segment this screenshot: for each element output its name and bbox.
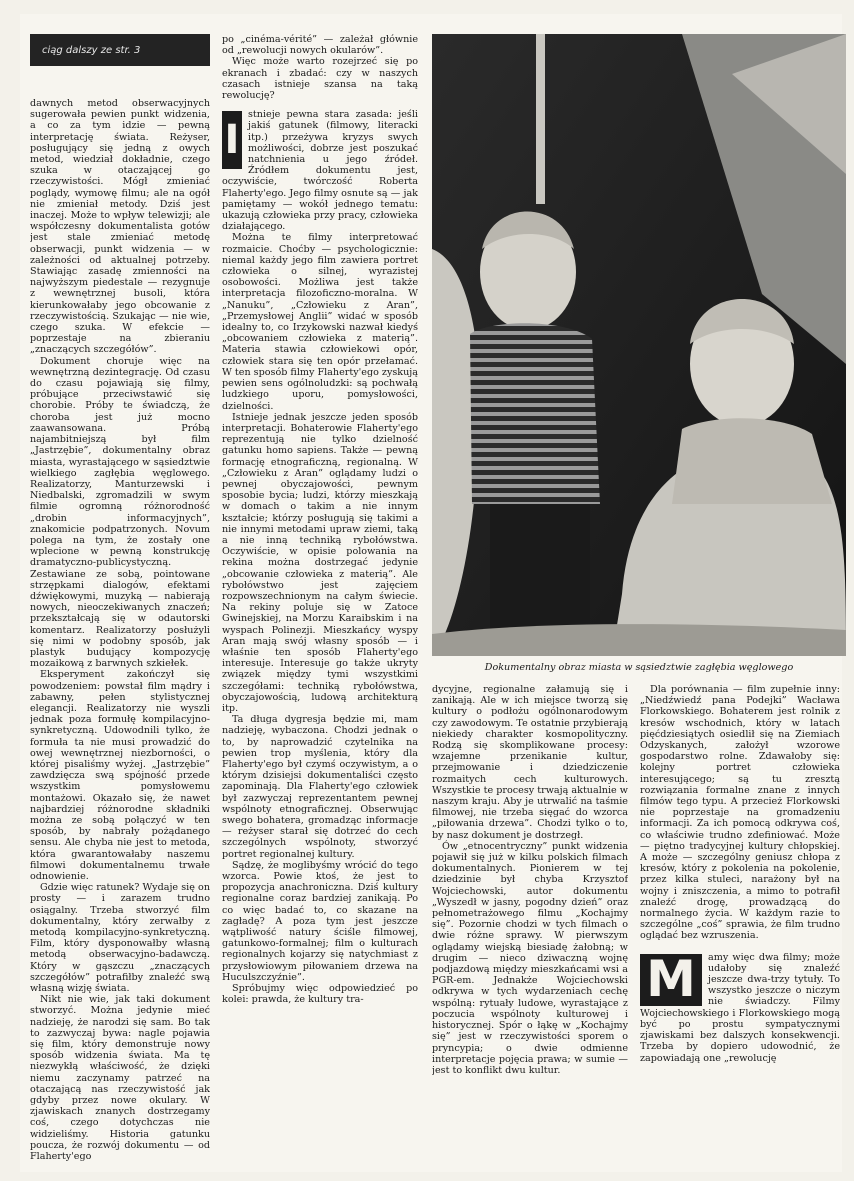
dropcap-paragraph — [640, 952, 840, 1064]
paragraph: Ta długa dygresja będzie mi, mam nadzieję, wybaczona. Chodzi jednak o to, by naprowadzić czytelnika na pewien trop myślenia, który dla Flaherty'ego był czymś oczywistym, a o którym dzisiejsi dokumentaliści często zapominają. Dla Flaherty'ego człowiek był zazwyczaj reprezentantem pewnej wspólnoty etnograficznej. Obserwując swego bohatera, gromadząc informacje — reżyser starał się dotrzeć do cech szczególnych wspólnoty, stworzyć portret regionalnej kultury. — [222, 714, 418, 860]
article-column-4 — [640, 684, 840, 1164]
paragraph: Można te filmy interpretować rozmaicie. Choćby — psychologicznie: niemal każdy jego film zawiera portret człowieka o silnej, wyrazistej osobowości. Możliwa jest także interpretacja filozoficzno-moralna. W „Nanuku”, „Człowieku z Aran”, „Przemysłowej Anglii” widać w sposób idealny to, co Irzykowski nazwał kiedyś „obcowaniem człowieka z materią”. Materia stawia człowiekowi opór, człowiek stara się ten opór przełamać. W ten sposób filmy Flaherty'ego zyskują pewien sens ogólnoludzki: są pochwałą ludzkiego uporu, pomysłowości, dzielności. — [222, 232, 418, 412]
article-column-1 — [30, 98, 210, 1164]
paragraph: Ów „etnocentryczny” punkt widzenia pojawił się już w kilku polskich filmach dokumentalnych. Pionierem w tej dziedzinie był chyba Krzysztof Wojciechowski, autor dokumentu „Wyszedł w jasny, pogodny dzień” oraz pełnometrażowego filmu „Kochajmy się”. Pozornie chodzi w tych filmach o dwie różne sprawy. W pierwszym oglądamy wiejską biesiadę żałobną; w drugim — nieco dziwaczną wojnę podjazdową między mieszkańcami wsi a PGR-em. Jednakże Wojciechowski odkrywa w tych wydarzeniach cechę wspólną: rytuały ludowe, wyrastające z poczucia wspólnoty kulturowej i historycznej. Spór o łąkę w „Kochajmy się” jest w rzeczywistości sporem o pryncypia; o dwie odmienne interpretacje pojęcia prawa; w sumie — jest to konflikt dwu kultur. — [432, 840, 628, 1076]
paragraph: dycyjne, regionalne załamują się i zanikają. Ale w ich miejsce tworzą się kultury o podłożu ogólnonarodowym czy zawodowym. Te ostatnie przybierają niekiedy charakter kosmopolityczny. Rodzą się skomplikowane procesy: wzajemne przenikanie kultur, przejmowanie i dziedziczenie rozmaitych cech kulturowych. Wszystkie te procesy trwają aktualnie w naszym kraju. Aby je utrwalić na taśmie filmowej, nie trzeba sięgać do wzorca „piłowania drzewa”. Chodzi tylko o to, by nasz dokument je dostrzegł. — [432, 684, 628, 841]
paragraph: Dokument choruje więc na wewnętrzną dezintegrację. Od czasu do czasu pojawiają się filmy, próbujące przeciwstawić się chorobie. Próby te świadczą, że choroba jest już mocno zaawansowana. Próbą najambitniejszą był film „Jastrzębie”, dokumentalny obraz miasta, wyrastającego w sąsiedztwie wielkiego zagłębia węglowego. Realizatorzy, Manturzewski i Niedbalski, zgromadzili w swym filmie ogromną różnorodność „drobin informacyjnych”, znakomicie podpatrzonych. Novum polega na tym, że zostały one wplecione w pewną konstrukcję dramatyczno-publicystyczną. Zestawiane ze sobą, pointowane strzępkami dialogów, efektami dźwiękowymi, muzyką — nabierają nowych, nieoczekiwanych znaczeń; przekształcają się w odautorski komentarz. Realizatorzy posłużyli się nimi w podobny sposób, jak plastyk budujący kompozycję mozaikową z barwnych szkiełek. — [30, 355, 210, 670]
paragraph: Dla porównania — film zupełnie inny: „Niedźwiedź pana Podejki” Wacława Florkowskiego. Bohaterem jest rolnik z kresów wschodnich, który w latach pięćdziesiątych osiedlił się na Ziemiach Odzyskanych, założył wzorowe gospodarstwo rolne. Zdawałoby się: kolejny portret człowieka interesującego; są tu zresztą rozwiązania formalne znane z innych filmów tego typu. A przecież Florkowski nie poprzestaje na gromadzeniu informacji. Za ich pomocą odkrywa coś, co właściwie trudno zdefiniować. Może — piętno tradycyjnej kultury chłopskiej. A może — szczególny geniusz chłopa z kresów, który z pokolenia na pokolenie, przez kilka stuleci, narażony był na wojny i zniszczenia, a mimo to potrafił znaleźć drogę, prowadzącą do normalnego życia. W każdym razie to szczególne „coś” sprawia, że film trudno oglądać bez wzruszenia. — [640, 684, 840, 942]
paragraph: Gdzie więc ratunek? Wydaje się on prosty — i zarazem trudno osiągalny. Trzeba stworzyć film dokumentalny, który zerwałby z metodą kompilacyjno-synkretyczną. Film, który dysponowałby własną metodą obserwacyjno-badawczą. Który w gąszczu „znaczących szczegółów” potrafiłby znaleźć swą własną wizję świata. — [30, 882, 210, 995]
photo-caption: Dokumentalny obraz miasta w sąsiedztwie zagłębia węglowego — [484, 662, 794, 673]
dropcap-text: stnieje pewna stara zasada: jeśli jakiś gatunek (filmowy, literacki itp.) przeżywa kryzys swych możliwości, dobrze jest poszukać natchnienia u jego źródeł. Źródłem dokumentu jest, oczywiście, twórczość Roberta Flaherty'ego. Jego filmy osnute są — jak pamiętamy — wokół jednego tematu: ukazują człowieka przy pracy, człowieka działającego. — [222, 109, 418, 233]
dropcap-letter: I — [222, 111, 242, 169]
article-column-3 — [432, 684, 628, 1164]
dropcap-text: amy więc dwa filmy; może udałoby się znaleźć jeszcze dwa-trzy tytuły. To wszystko jeszcze o niczym nie świadczy. Filmy Wojciechowskiego i Florkowskiego mogą być po prostu sympatycznymi zjawiskami bez dalszych konsekwencji. Trzeba by dopiero udowodnić, że zapowiadają one „rewolucję — [640, 951, 840, 1064]
paragraph: Sądzę, że moglibyśmy wrócić do tego wzorca. Powie ktoś, że jest to propozycja anachroniczna. Dziś kultury regionalne coraz bardziej zanikają. Po co więc badać to, co skazane na zagładę? A poza tym jest jeszcze wątpliwość natury ściśle filmowej, gatunkowo-formalnej; film o kulturach regionalnych kojarzy się natychmiast z przysłowiowym piłowaniem drzewa na Huculszczyźnie”. — [222, 859, 418, 983]
paragraph: Spróbujmy więc odpowiedzieć po kolei: prawda, że kultury tra- — [222, 983, 418, 1006]
paragraph: Więc może warto rozejrzeć się po ekranach i zbadać: czy w naszych czasach istnieje szansa na taką rewolucję? — [222, 56, 418, 102]
paragraph: Eksperyment zakończył się powodzeniem: powstał film mądry i zabawny, pełen stylistycznej elegancji. Realizatorzy nie wyszli jednak poza formułę kompilacyjno-synkretyczną. Udowodnili tylko, że formuła ta nie musi prowadzić do owej wewnętrznej niezborności, o której pisaliśmy wyżej. „Jastrzębie” zawdzięcza swą spójność przede wszystkim pomysłowemu montażowi. Okazało się, że nawet najbardziej różnorodne składniki można ze sobą połączyć w ten sposób, by nabrały pożądanego sensu. Ale chyba nie jest to metoda, która gwarantowałaby naszemu filmowi dokumentalnemu trwałe odnowienie. — [30, 669, 210, 883]
article-column-2 — [222, 34, 418, 1164]
dropcap-letter: M — [640, 954, 702, 1006]
photo-children — [432, 34, 846, 656]
paragraph: po „cinéma-vérité” — zależał głównie od „rewolucji nowych okularów”. — [222, 34, 418, 57]
photo-illustration — [432, 34, 846, 656]
paragraph: dawnych metod obserwacyjnych sugerowała pewien punkt widzenia, a co za tym idzie — pewną interpretację świata. Reżyser, posługujący się jedną z owych metod, wiedział dokładnie, czego szuka w otaczającej go rzeczywistości. Mógł zmieniać poglądy, wymowę filmu; ale na ogół nie zmieniał metody. Dziś jest inaczej. Może to wpływ telewizji; ale współczesny dokumentalista gotów jest stale zmieniać metodę obserwacji, punkt widzenia — w zależności od aktualnej potrzeby. Stawiając zasadę zmienności na najwyższym piedestale — rezygnuje z wewnętrznej busoli, która kierunkowałaby jego obcowanie z rzeczywistością. Szukając — nie wie, czego szuka. W efekcie — poprzestaje na zbieraniu „znaczących szczegółów”. — [30, 98, 210, 356]
paragraph: Nikt nie wie, jak taki dokument stworzyć. Można jedynie mieć nadzieję, że narodzi się sam. Bo tak to zazwyczaj bywa: nagle pojawia się film, który demonstruje nowy sposób widzenia świata. Ma tę niezwykłą właściwość, że dzięki niemu zaczynamy patrzeć na otaczającą nas rzeczywistość jak gdyby przez nowe okulary. W zjawiskach znanych dostrzegamy coś, czego dotychczas nie widzieliśmy. Historia gatunku poucza, że rozwój dokumentu — od Flaherty'ego — [30, 994, 210, 1163]
continuation-label: ciąg dalszy ze str. 3 — [42, 44, 141, 56]
continuation-bar — [30, 34, 210, 66]
dropcap-paragraph — [222, 109, 418, 232]
paragraph: Istnieje jednak jeszcze jeden sposób interpretacji. Bohaterowie Flaherty'ego reprezentują nie tylko dzielność gatunku homo sapiens. Także — pewną formację etnograficzną, regionalną. W „Człowieku z Aran” oglądamy ludzi o pewnej obyczajowości, pewnym sposobie bycia; ludzi, którzy mieszkają w domach o takim a nie innym kształcie; którzy posługują się takimi a nie innymi metodami upraw ziemi, taką a nie inną techniką rybołówstwa. Oczywiście, w opisie polowania na rekina można dostrzegać jedynie „obcowanie człowieka z materią”. Ale rybołówstwo jest zajęciem rozpowszechnionym na całym świecie. Na rekiny poluje się w Zatoce Gwinejskiej, na Morzu Karaibskim i na wyspach Polinezji. Mieszkańcy wyspy Aran mają swój własny sposób — i właśnie ten sposób Flaherty'ego interesuje. Interesuje go także ukryty związek między tymi wszystkimi szczegółami: techniką rybołówstwa, obyczajowością, ludową architekturą itp. — [222, 411, 418, 714]
